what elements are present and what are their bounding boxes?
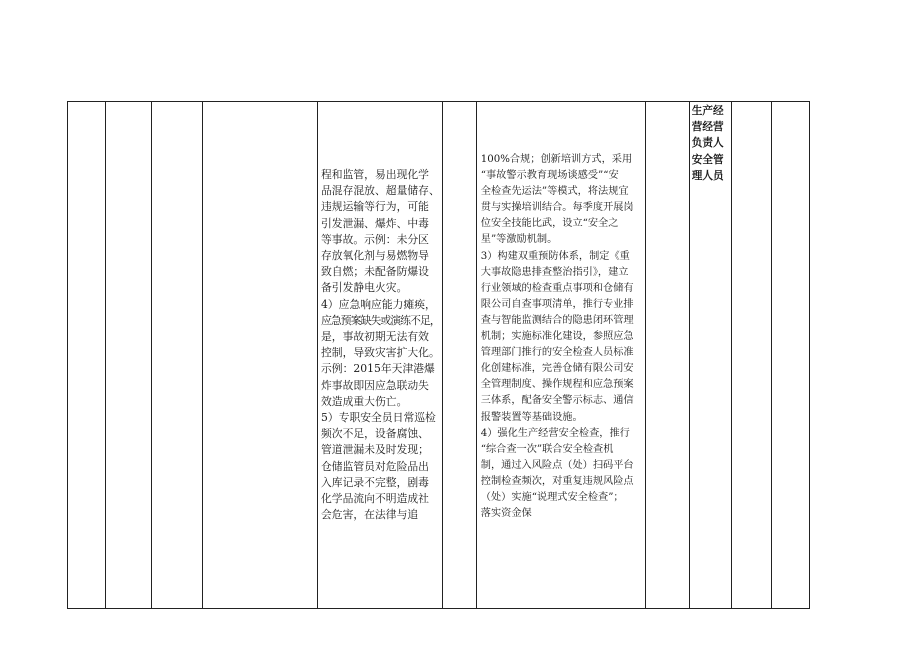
hazard-line: 频次不足，设备腐蚀、	[321, 427, 429, 441]
risk-control-table	[67, 101, 810, 609]
hazard-line: 备引发静电火灾。	[321, 281, 408, 295]
hazard-line: 是，事故初期无法有效	[321, 330, 429, 344]
measure-line: 控制检查频次，对重复违规风险点	[480, 475, 634, 487]
responsible-line: 安全管	[691, 153, 724, 166]
responsible-person-cell	[689, 102, 731, 609]
hazard-line: 违规运输等行为，可能	[321, 200, 429, 214]
table-row	[68, 102, 810, 609]
measure-line: 贯与实操培训结合。每季度开展岗	[480, 202, 634, 214]
measure-line: 行业领域的检查重点事项和仓储有	[480, 282, 634, 294]
responsible-line: 负责人	[691, 137, 724, 150]
measure-line: 4）强化生产经营安全检查，推行	[480, 427, 630, 439]
measure-line: 三体系，配备安全警示标志、通信	[480, 395, 634, 407]
measure-line: 制，通过入风险点（处）扫码平台	[480, 459, 634, 471]
measure-line: 大事故隐患排查整治指引》，建立	[480, 266, 629, 278]
responsible-line: 营经营	[691, 121, 724, 134]
empty-cell	[68, 102, 106, 609]
measure-line: 全管理制度、操作规程和应急预案	[480, 379, 634, 391]
empty-cell	[771, 102, 809, 609]
measure-line: 报警装置等基础设施。	[480, 411, 583, 423]
hazard-line: 控制，导致灾害扩大化。	[321, 346, 440, 360]
empty-cell	[731, 102, 771, 609]
measure-line: “综合查一次”联合安全检查机	[480, 443, 614, 455]
empty-cell	[442, 102, 476, 609]
hazard-line: 5）专职安全员日常巡检	[321, 411, 436, 425]
measure-line: 管理部门推行的安全检查人员标准	[480, 347, 634, 359]
hazard-line: 管道泄漏未及时发现；	[321, 443, 429, 457]
hazard-line: 应急预案缺失或演练不足，	[321, 313, 440, 327]
measure-line: （处）实施“说理式安全检查”；	[480, 491, 624, 503]
hazard-line: 仓储监管员对危险品出	[321, 459, 429, 473]
measure-line: 落实资金保	[480, 508, 532, 520]
measure-line: 星”等激励机制。	[480, 234, 558, 246]
measure-line: 机制；实施标准化建设，参照应急	[480, 331, 634, 343]
responsible-line: 理人员	[691, 169, 724, 182]
measure-line: 化创建标准，完善仓储有限公司安	[480, 363, 634, 375]
hazard-line: 引发泄漏、爆炸、中毒	[321, 216, 429, 230]
hazard-line: 程和监管，易出现化学	[321, 168, 429, 181]
hazard-line: 品混存混放、超量储存、	[321, 184, 440, 198]
hazard-line: 存放氧化剂与易燃物导	[321, 249, 429, 263]
hazard-line: 会危害，在法律与追	[321, 508, 419, 522]
empty-cell	[106, 102, 152, 609]
hazard-line: 等事故。示例：未分区	[321, 232, 429, 246]
hazard-line: 化学品流向不明造成社	[321, 492, 429, 506]
empty-cell	[152, 102, 203, 609]
measure-line: 位安全技能比武，设立“安全之	[480, 218, 619, 230]
hazard-description-cell	[318, 102, 443, 609]
responsible-line: 生产经	[691, 105, 724, 117]
hazard-line: 炸事故即因应急联动失	[321, 378, 429, 392]
measure-line: 3）构建双重预防体系，制定《重	[480, 250, 630, 262]
hazard-line: 4）应急响应能力瘫痪，	[321, 297, 436, 311]
measure-line: 查与智能监测结合的隐患闭环管理	[480, 314, 634, 326]
measure-line: 100%合规；创新培训方式，采用	[480, 154, 633, 165]
hazard-line: 示例：2015年天津港爆	[321, 362, 435, 376]
empty-cell	[203, 102, 318, 609]
hazard-line: 致自燃；未配备防爆设	[321, 265, 429, 279]
measure-line: 全检查先运法”等模式，将法规宜	[480, 186, 629, 198]
control-measures-cell	[476, 102, 645, 609]
measure-line: “事故警示教育现场谈感受”“安	[480, 170, 619, 182]
hazard-line: 入库记录不完整，剧毒	[321, 475, 429, 489]
measure-line: 限公司自查事项清单，推行专业排	[480, 298, 634, 310]
hazard-line: 效造成重大伤亡。	[321, 394, 408, 408]
empty-cell	[645, 102, 689, 609]
